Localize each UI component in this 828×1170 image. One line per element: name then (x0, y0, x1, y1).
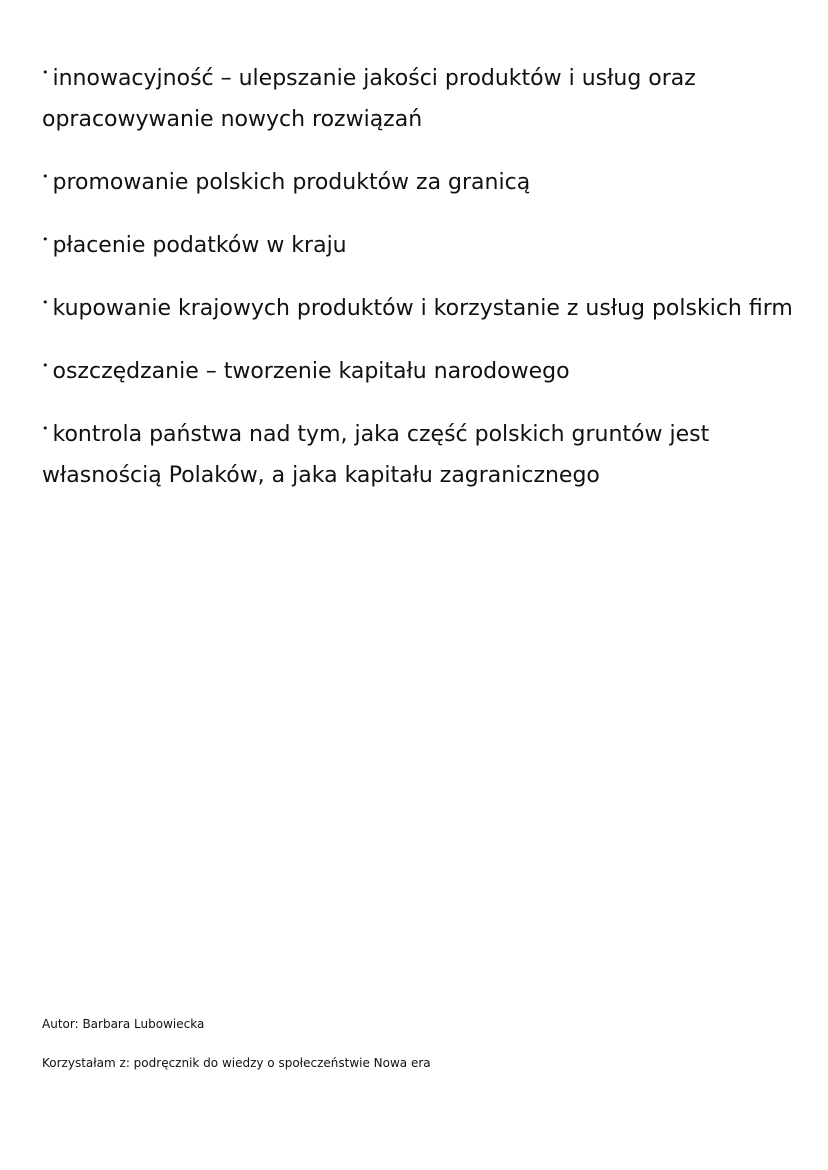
list-item (42, 408, 794, 496)
bullet-icon: • (42, 296, 49, 309)
list-item (42, 345, 794, 392)
bullet-icon: • (42, 66, 49, 79)
list-item-text: oszczędzanie – tworzenie kapitału narodowego (52, 359, 570, 384)
bullet-icon: • (42, 170, 49, 183)
list-item-text: innowacyjność – ulepszanie jakości produktów i usług oraz opracowywanie nowych rozwiązań (42, 66, 696, 132)
list-item-text: promowanie polskich produktów za granicą (52, 170, 531, 195)
source-credit: Korzystałam z: podręcznik do wiedzy o społeczeństwie Nowa era (42, 1056, 431, 1070)
list-item (42, 52, 794, 140)
list-item-text: kupowanie krajowych produktów i korzystanie z usług polskich firm (52, 296, 793, 321)
list-item (42, 219, 794, 266)
bullet-list (42, 52, 794, 512)
bullet-icon: • (42, 359, 49, 372)
bullet-icon: • (42, 422, 49, 435)
list-item (42, 156, 794, 203)
list-item-text: płacenie podatków w kraju (52, 233, 347, 258)
bullet-icon: • (42, 233, 49, 246)
list-item-text: kontrola państwa nad tym, jaka część polskich gruntów jest własnością Polaków, a jaka kapitału zagranicznego (42, 422, 710, 488)
author-credit: Autor: Barbara Lubowiecka (42, 1017, 205, 1031)
list-item (42, 282, 794, 329)
